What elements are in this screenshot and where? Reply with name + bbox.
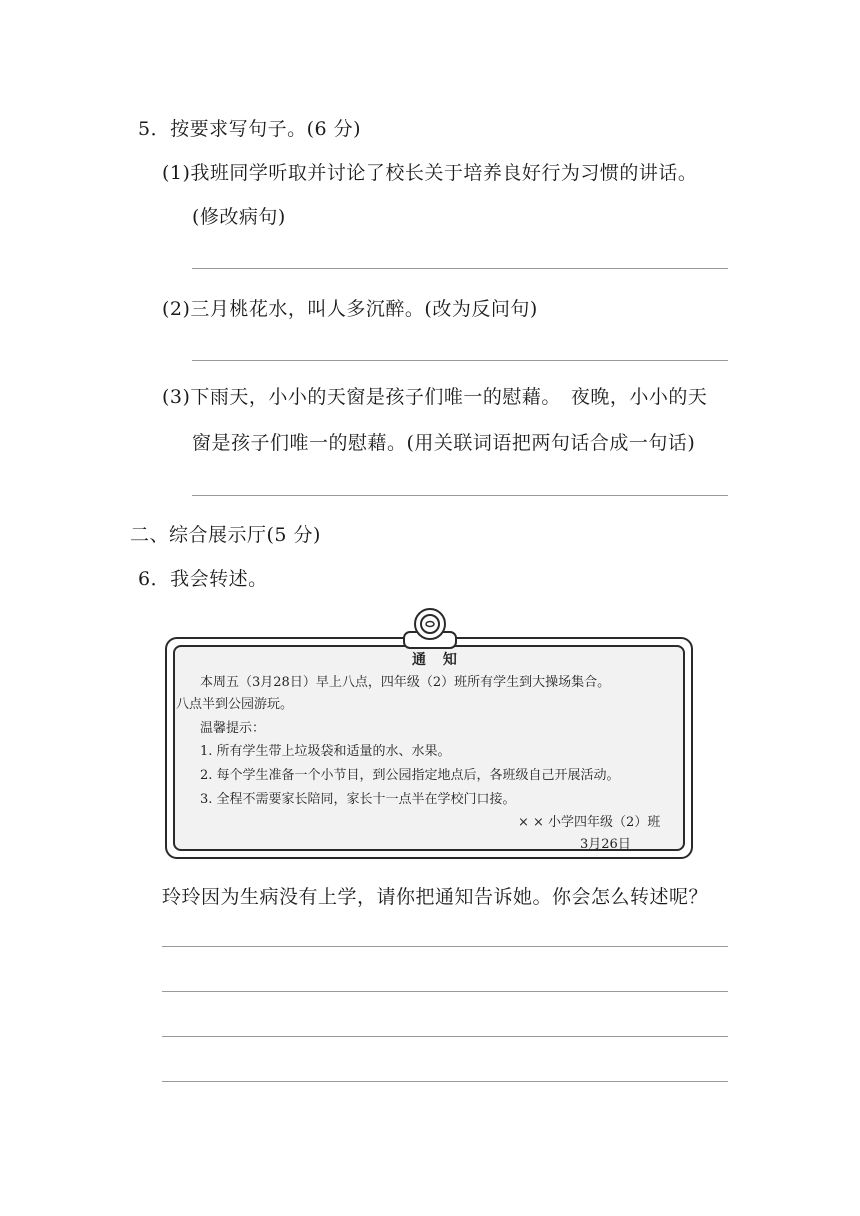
question-5-1-text: (1)我班同学听取并讨论了校长关于培养良好行为习惯的讲话。 <box>162 162 698 184</box>
question-6-heading: 6．我会转述。 <box>138 568 268 590</box>
notice-title: 通 知 <box>412 652 463 668</box>
notice-signature: × × 小学四年级（2）班 <box>518 815 661 830</box>
answer-line-5-3[interactable] <box>192 495 728 496</box>
notice-tip-2: 2. 每个学生准备一个小节目，到公园指定地点后，各班级自己开展活动。 <box>200 768 620 783</box>
notice-tip-3: 3. 全程不需要家长陪同，家长十一点半在学校门口接。 <box>200 792 516 807</box>
question-5-3-instruction: 窗是孩子们唯一的慰藉。(用关联词语把两句话合成一句话) <box>192 432 696 454</box>
answer-line-5-1[interactable] <box>192 268 728 269</box>
answer-line-5-2[interactable] <box>192 360 728 361</box>
question-6-prompt: 玲玲因为生病没有上学，请你把通知告诉她。你会怎么转述呢？ <box>162 886 709 908</box>
notice-body-line-1: 本周五（3月28日）早上八点，四年级（2）班所有学生到大操场集合。 <box>200 675 611 690</box>
answer-line-6-3[interactable] <box>162 1036 728 1037</box>
notice-tips-heading: 温馨提示： <box>200 721 266 736</box>
section-2-heading: 二、综合展示厅(5 分) <box>130 524 321 546</box>
answer-line-6-4[interactable] <box>162 1081 728 1082</box>
notice-date: 3月26日 <box>580 837 631 852</box>
question-5-2-text: (2)三月桃花水，叫人多沉醉。(改为反问句) <box>162 298 538 320</box>
answer-line-6-2[interactable] <box>162 991 728 992</box>
answer-line-6-1[interactable] <box>162 946 728 947</box>
question-5-1-instruction: (修改病句) <box>192 206 286 228</box>
notice-tip-1: 1. 所有学生带上垃圾袋和适量的水、水果。 <box>200 744 451 759</box>
question-5-3-text: (3)下雨天，小小的天窗是孩子们唯一的慰藉。 夜晚，小小的天 <box>162 386 708 408</box>
clip-icon <box>400 604 460 654</box>
notice-body-line-2: 八点半到公园游玩。 <box>176 697 294 712</box>
question-5-heading: 5．按要求写句子。(6 分) <box>138 118 362 140</box>
